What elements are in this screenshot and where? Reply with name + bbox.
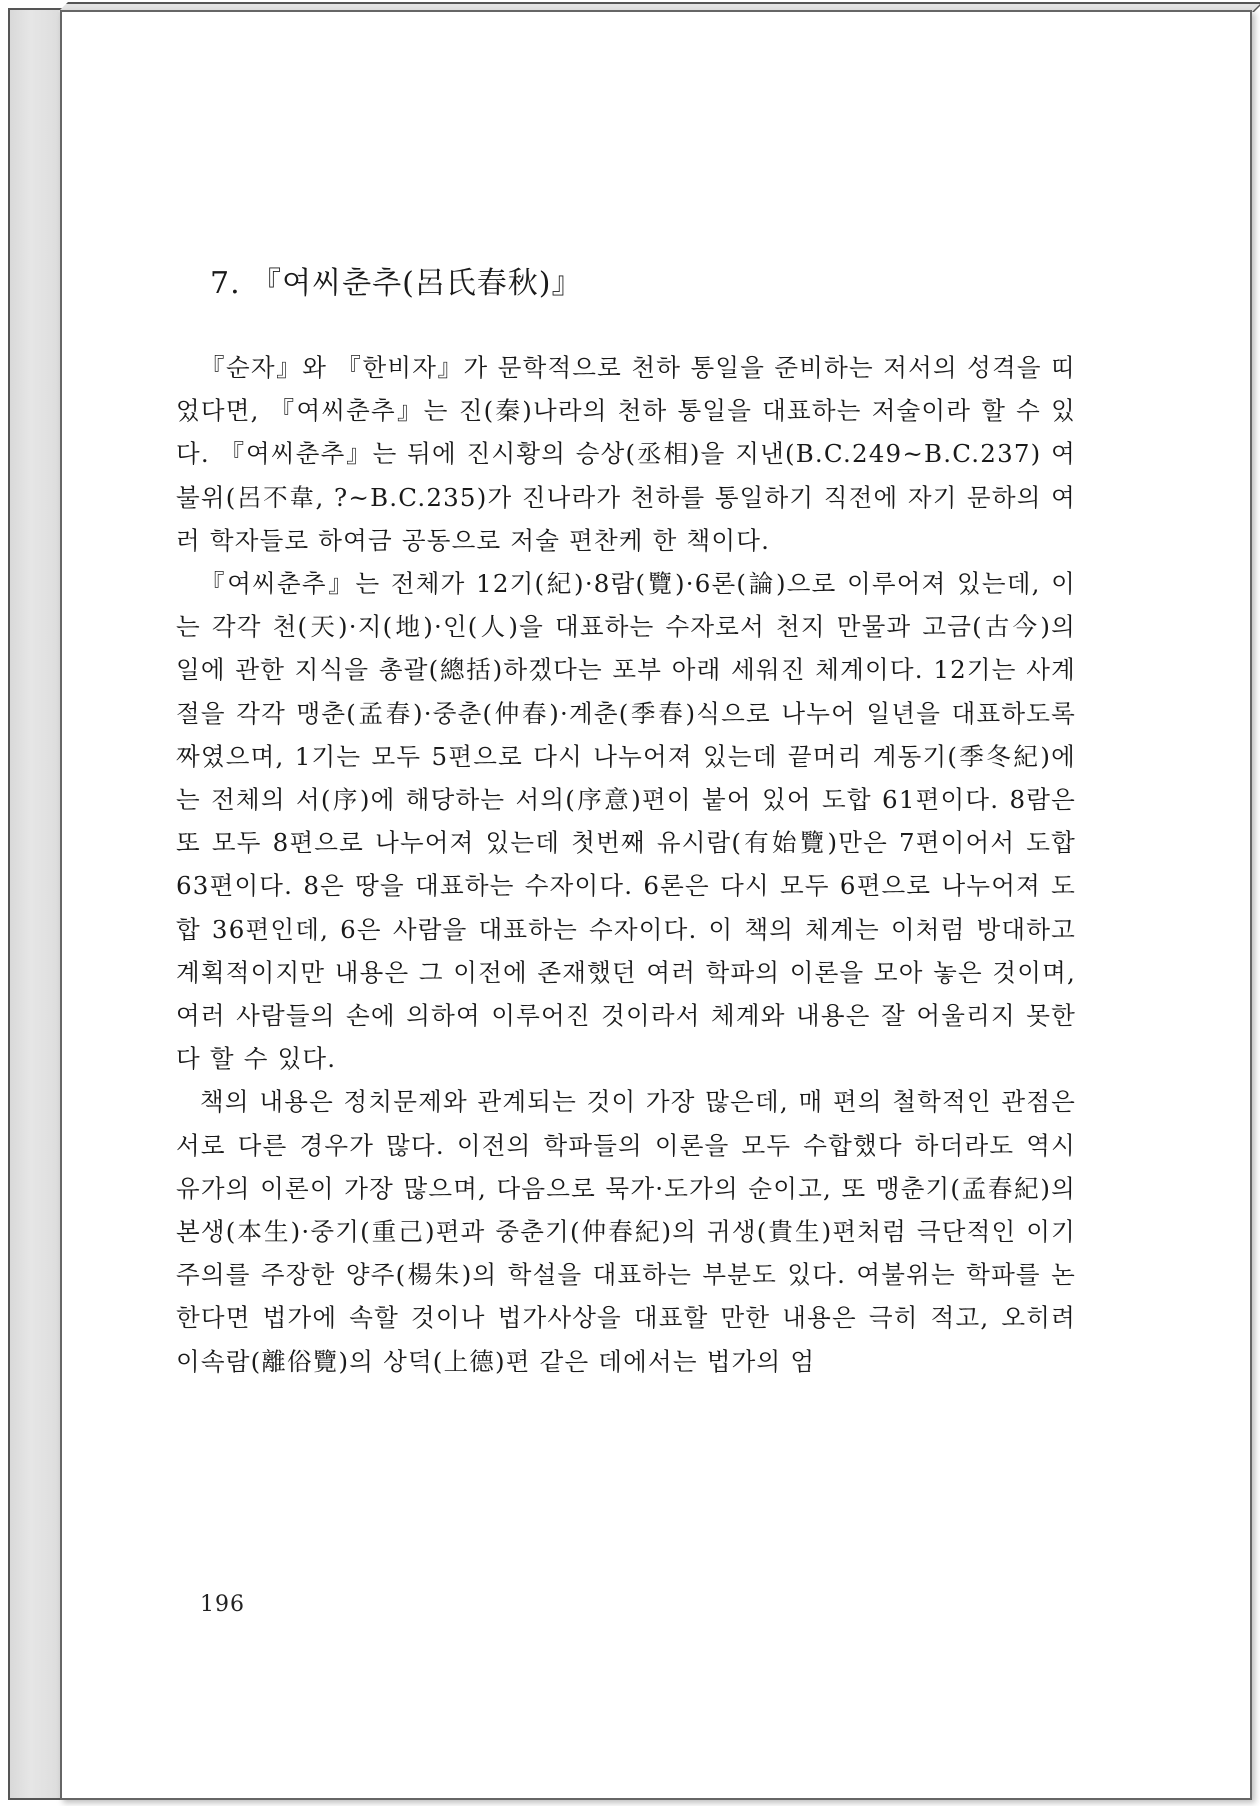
section-title: 7. 『여씨춘추(呂氏春秋)』 — [210, 266, 583, 301]
page-number: 196 — [200, 1592, 245, 1617]
book-spine-edge — [8, 8, 64, 1800]
paragraph-3: 책의 내용은 정치문제와 관계되는 것이 가장 많은데, 매 편의 철학적인 관점은 서로 다른 경우가 많다. 이전의 학파들의 이론을 모두 수합했다 하더라도 역시 유가의 이론이 가장 많으며, 다음으로 묵가·도가의 순이고, 또 맹춘기(孟春紀)의 본생(本生)·중기(重己)편과 중춘기(仲春紀)의 귀생(貴生)편처럼 극단적인 이기주의를 주장한 양주(楊朱)의 학설을 대표하는 부분도 있다. 여불위는 학파를 논한다면 법가에 속할 것이나 법가사상을 대표할 만한 내용은 극히 적고, 오히려 이속람(離俗覽)의 상덕(上德)편 같은 데에서는 법가의 엄 — [176, 1087, 1076, 1376]
paragraph-1: 『순자』와 『한비자』가 문학적으로 천하 통일을 준비하는 저서의 성격을 띠었다면, 『여씨춘추』는 진(秦)나라의 천하 통일을 대표하는 저술이라 할 수 있다. 『여씨춘추』는 뒤에 진시황의 승상(丞相)을 지낸(B.C.249~B.C.237) 여불위(呂不韋, ?~B.C.235)가 진나라가 천하를 통일하기 직전에 자기 문하의 여러 학자들로 하여금 공동으로 저술 편찬케 한 책이다. — [176, 353, 1076, 555]
page-content — [176, 260, 1076, 1383]
paragraph-2: 『여씨춘추』는 전체가 12기(紀)·8람(覽)·6론(論)으로 이루어져 있는데, 이는 각각 천(天)·지(地)·인(人)을 대표하는 수자로서 천지 만물과 고금(古今)의 일에 관한 지식을 총괄(總括)하겠다는 포부 아래 세워진 체계이다. 12기는 사계절을 각각 맹춘(孟春)·중춘(仲春)·계춘(季春)식으로 나누어 일년을 대표하도록 짜였으며, 1기는 모두 5편으로 다시 나누어져 있는데 끝머리 계동기(季冬紀)에는 전체의 서(序)에 해당하는 서의(序意)편이 붙어 있어 도합 61편이다. 8람은 또 모두 8편으로 나누어져 있는데 첫번째 유시람(有始覽)만은 7편이어서 도합 63편이다. 8은 땅을 대표하는 수자이다. 6론은 다시 모두 6편으로 나누어져 도합 36편인데, 6은 사람을 대표하는 수자이다. 이 책의 체계는 이처럼 방대하고 계획적이지만 내용은 그 이전에 존재했던 여러 학파의 이론을 모아 놓은 것이며, 여러 사람들의 손에 의하여 이루어진 것이라서 체계와 내용은 잘 어울리지 못한다 할 수 있다. — [176, 569, 1077, 1074]
